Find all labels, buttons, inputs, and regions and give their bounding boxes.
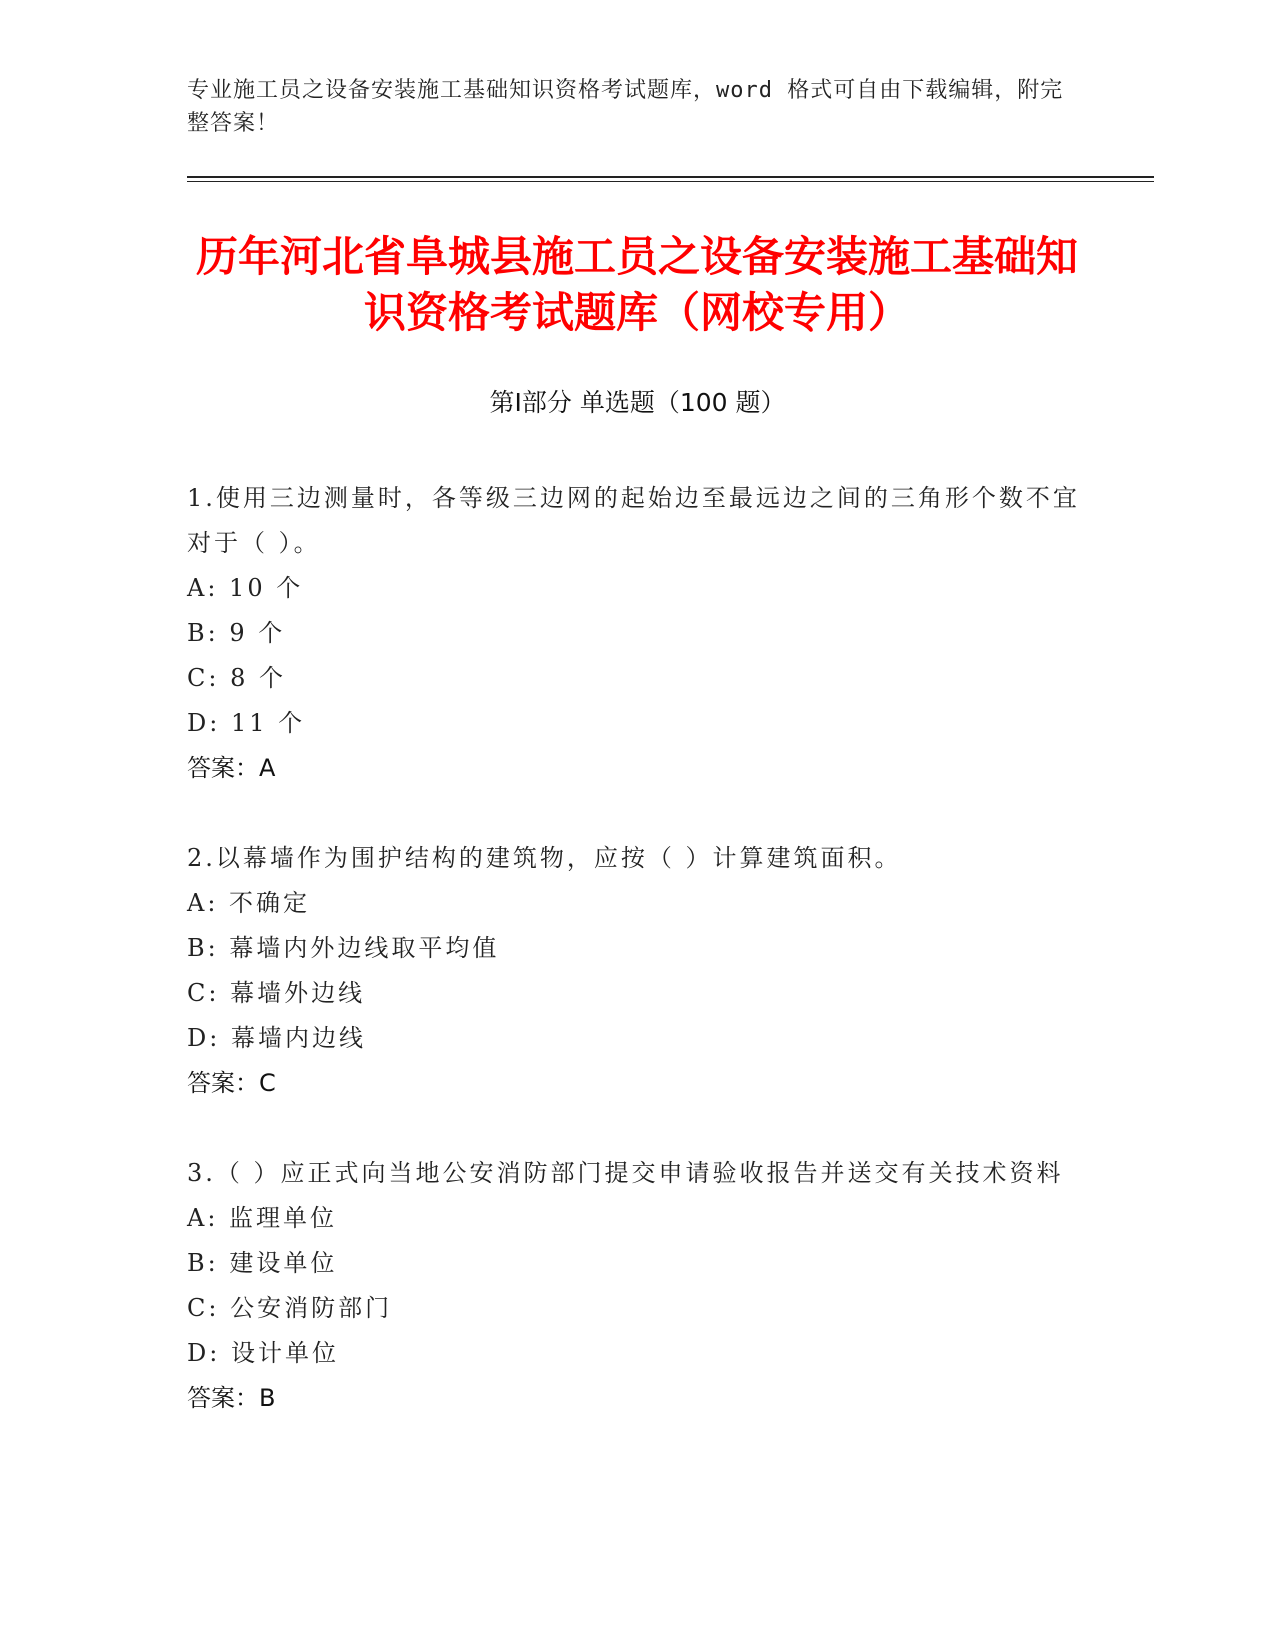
- answer: 答案：A: [187, 754, 276, 782]
- option-d: D: 幕墙内边线: [187, 1024, 366, 1052]
- header-rule-top: [187, 176, 1154, 178]
- question-spacer: [187, 791, 1087, 836]
- document-title: 历年河北省阜城县施工员之设备安装施工基础知识资格考试题库（网校专用）: [195, 232, 1078, 337]
- option-b: B: 建设单位: [187, 1249, 338, 1277]
- section-title: 第Ⅰ部分 单选题（100 题）: [489, 388, 786, 417]
- answer: 答案：B: [187, 1384, 276, 1412]
- option-d: D: 设计单位: [187, 1339, 339, 1367]
- option-c: C: 幕墙外边线: [187, 979, 366, 1007]
- option-c: C: 8 个: [187, 664, 286, 692]
- question-stem: 1.使用三边测量时，各等级三边网的起始边至最远边之间的三角形个数不宜对于（ ）。: [187, 484, 1080, 557]
- question-3: [187, 1151, 1087, 1421]
- question-stem: 3.（ ）应正式向当地公安消防部门提交申请验收报告并送交有关技术资料: [187, 1159, 1064, 1187]
- question-2: [187, 836, 1087, 1106]
- option-a: A: 不确定: [187, 889, 311, 917]
- option-c: C: 公安消防部门: [187, 1294, 393, 1322]
- header-rule-bottom: [187, 181, 1154, 182]
- question-stem: 2.以幕墙作为围护结构的建筑物，应按（ ）计算建筑面积。: [187, 844, 902, 872]
- question-list: [187, 476, 1087, 1421]
- option-b: B: 幕墙内外边线取平均值: [187, 934, 500, 962]
- option-a: A: 监理单位: [187, 1204, 338, 1232]
- option-b: B: 9 个: [187, 619, 286, 647]
- option-d: D: 11 个: [187, 709, 306, 737]
- question-1: [187, 476, 1087, 791]
- answer: 答案：C: [187, 1069, 276, 1097]
- header-note: 专业施工员之设备安装施工基础知识资格考试题库，word 格式可自由下载编辑，附完整答案！: [187, 78, 1064, 136]
- option-a: A: 10 个: [187, 574, 304, 602]
- question-spacer: [187, 1106, 1087, 1151]
